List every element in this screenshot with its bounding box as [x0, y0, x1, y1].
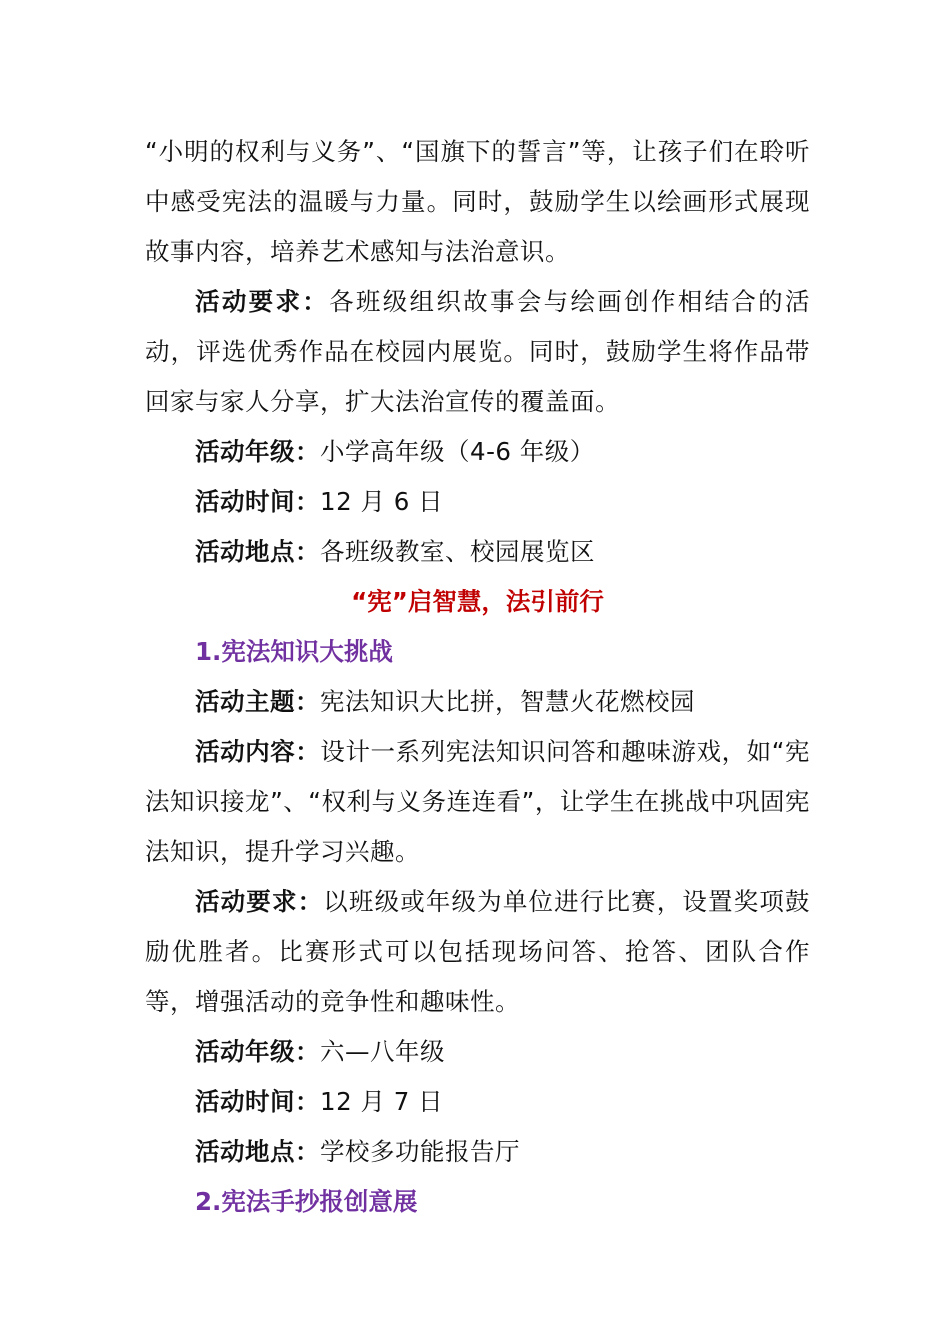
sub1-theme: [145, 677, 810, 727]
field-value: 各班级教室、校园展览区: [320, 537, 595, 566]
activity-a-requirement: [145, 277, 810, 427]
sub1-grade: [145, 1027, 810, 1077]
field-label: 活动内容：: [195, 737, 321, 766]
field-label: 活动地点：: [195, 1137, 320, 1166]
field-value: 各班级组织故事会与绘画创作相结合的活动，评选优秀作品在校园内展览。同时，鼓励学生将作品带回家与家人分享，扩大法治宣传的覆盖面。: [145, 287, 811, 416]
sub1-content: [145, 727, 810, 877]
field-label: 活动年级：: [195, 1037, 320, 1066]
field-value: 六—八年级: [320, 1037, 445, 1066]
field-label: 活动要求：: [195, 887, 324, 916]
field-label: 活动时间：: [195, 1087, 320, 1116]
field-label: 活动要求：: [195, 287, 330, 316]
field-value: 学校多功能报告厅: [320, 1137, 520, 1166]
subsection-title-2: 2.宪法手抄报创意展: [195, 1187, 418, 1216]
subsection-title-1: 1.宪法知识大挑战: [195, 637, 393, 666]
field-value: 以班级或年级为单位进行比赛，设置奖项鼓励优胜者。比赛形式可以包括现场问答、抢答、团队合作等，增强活动的竞争性和趣味性。: [145, 887, 811, 1016]
field-value: 设计一系列宪法知识问答和趣味游戏，如“宪法知识接龙”、“权利与义务连连看”，让学生在挑战中巩固宪法知识，提升学习兴趣。: [145, 737, 810, 866]
sub1-time: [145, 1077, 810, 1127]
field-value: 12 月 7 日: [320, 1087, 444, 1116]
field-label: 活动地点：: [195, 537, 320, 566]
field-label: 活动主题：: [195, 687, 320, 716]
activity-a-grade: [145, 427, 810, 477]
field-value: 小学高年级（4-6 年级）: [320, 437, 595, 466]
sub1-location: [145, 1127, 810, 1177]
activity-a-location: [145, 527, 810, 577]
field-value: 宪法知识大比拼，智慧火花燃校园: [320, 687, 695, 716]
section-title: “宪”启智慧，法引前行: [351, 587, 604, 616]
sub1-requirement: [145, 877, 810, 1027]
intro-paragraph: “小明的权利与义务”、“国旗下的誓言”等，让孩子们在聆听中感受宪法的温暖与力量。同时，鼓励学生以绘画形式展现故事内容，培养艺术感知与法治意识。: [145, 137, 810, 266]
document-body: [145, 127, 810, 1227]
field-label: 活动时间：: [195, 487, 320, 516]
field-value: 12 月 6 日: [320, 487, 444, 516]
activity-a-time: [145, 477, 810, 527]
field-label: 活动年级：: [195, 437, 320, 466]
